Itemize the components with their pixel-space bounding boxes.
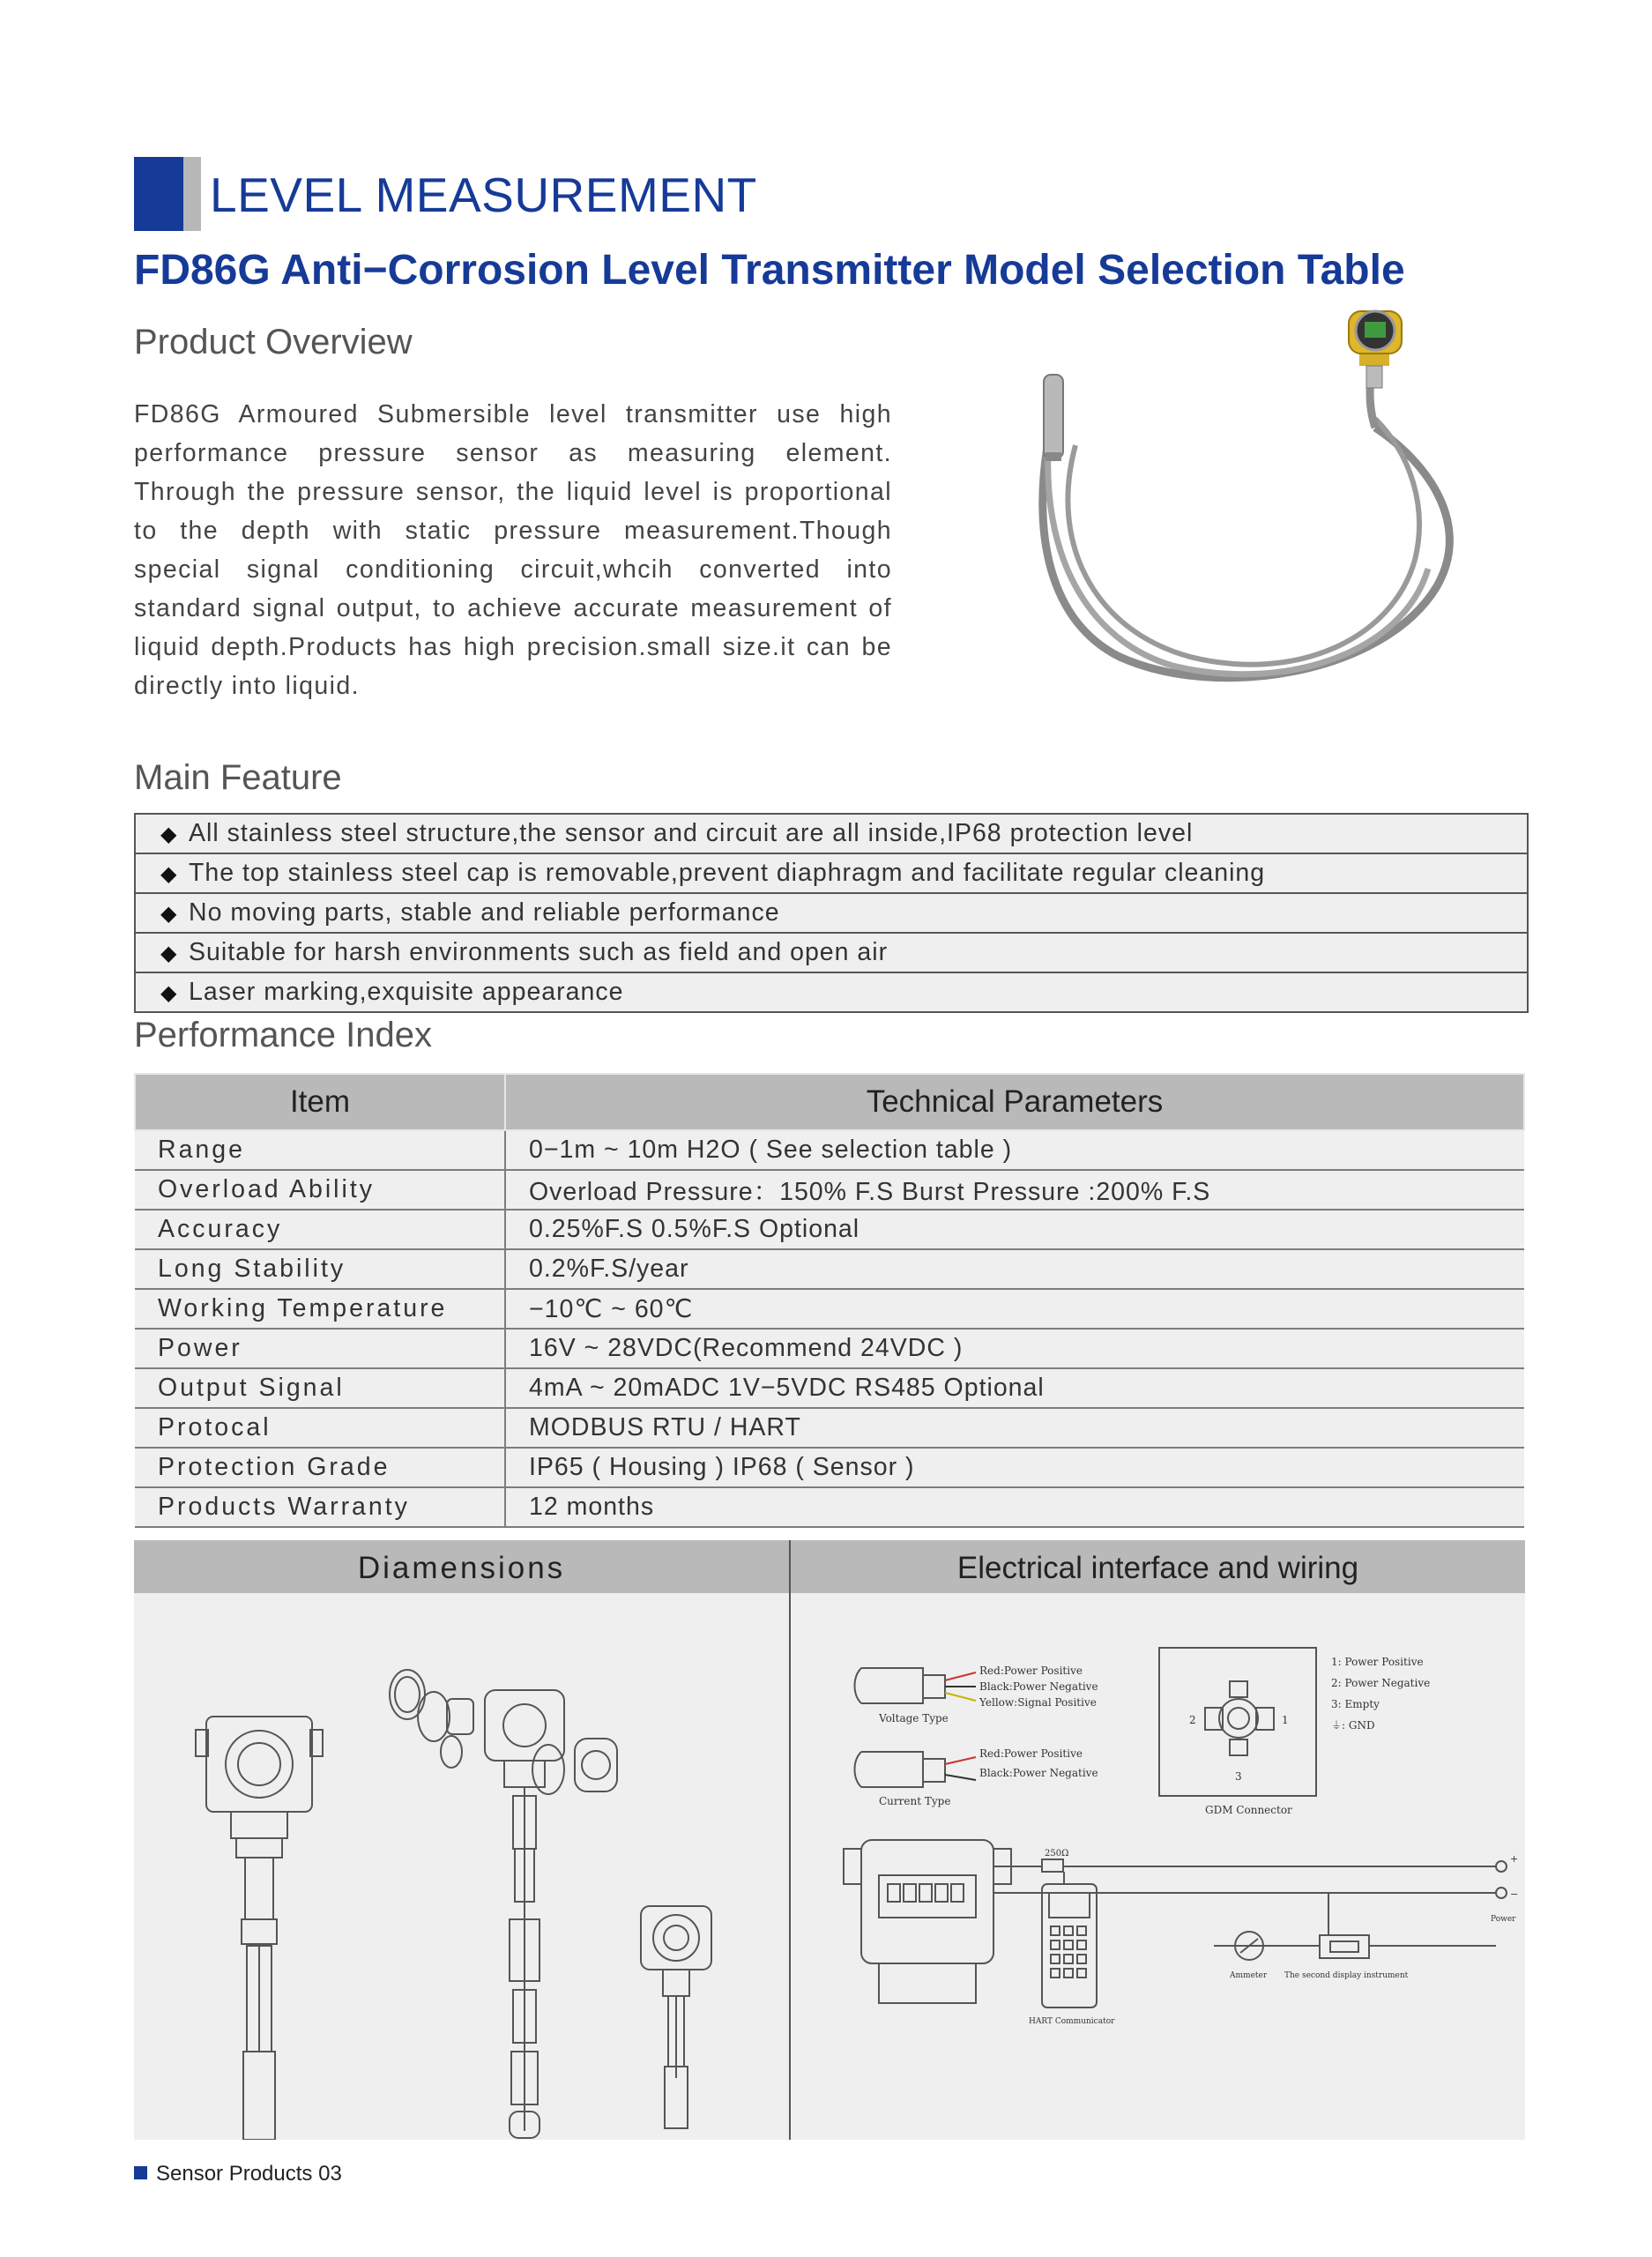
- row-value: 12 months: [505, 1487, 1524, 1527]
- pin-label: 1: Power Positive: [1331, 1656, 1424, 1668]
- product-photo: [1014, 304, 1481, 701]
- features-heading: Main Feature: [134, 758, 342, 797]
- row-value: IP65 ( Housing ) IP68 ( Sensor ): [505, 1448, 1524, 1487]
- voltage-type-label: Voltage Type: [879, 1712, 949, 1724]
- page-subtitle: FD86G Anti−Corrosion Level Transmitter Model Selection Table: [134, 247, 1405, 294]
- features-list: [134, 813, 1529, 1013]
- dimensions-heading: Diamensions: [134, 1540, 789, 1593]
- table-row: [135, 1368, 1524, 1408]
- column-header-item: Item: [135, 1074, 505, 1130]
- column-header-params: Technical Parameters: [505, 1074, 1524, 1130]
- plus-sign: +: [1510, 1853, 1519, 1865]
- minus-sign: −: [1510, 1888, 1519, 1900]
- diamond-bullet-icon: ◆: [160, 902, 178, 926]
- list-item: ◆ The top stainless steel cap is removable,prevent diaphragm and facilitate regular cleaning: [136, 853, 1527, 892]
- overview-text: FD86G Armoured Submersible level transmitter use high performance pressure sensor as measuring element. Through the pressure sensor, the liquid level is proportional to the depth with static pressure measurement.Though special signal conditioning circuit,whcih converted into standard signal output, to achieve accurate measurement of liquid depth.Products has high precision.small size.it can be directly into liquid.: [134, 400, 892, 700]
- row-value: 0.25%F.S 0.5%F.S Optional: [505, 1210, 1524, 1249]
- current-type-label: Current Type: [879, 1795, 951, 1807]
- row-item: Output Signal: [135, 1368, 505, 1408]
- row-value: 0.2%F.S/year: [505, 1249, 1524, 1289]
- row-value: 0−1m ~ 10m H2O ( See selection table ): [505, 1130, 1524, 1170]
- wiring-diagram: [791, 1593, 1525, 2140]
- table-row: [135, 1487, 1524, 1527]
- overview-heading: Product Overview: [134, 323, 413, 361]
- row-value: MODBUS RTU / HART: [505, 1408, 1524, 1448]
- row-item: Protocal: [135, 1408, 505, 1448]
- pin-number: 1: [1282, 1714, 1289, 1726]
- dimensions-drawing: [134, 1593, 789, 2140]
- page-footer: Sensor Products 03: [134, 2162, 342, 2186]
- pin-label: 3: Empty: [1331, 1698, 1380, 1710]
- second-display-label: The second display instrument: [1284, 1971, 1409, 1980]
- list-item: ◆ All stainless steel structure,the sensor and circuit are all inside,IP68 protection level: [136, 815, 1527, 853]
- section-title: LEVEL MEASUREMENT: [210, 168, 757, 222]
- row-value: −10℃ ~ 60℃: [505, 1289, 1524, 1329]
- table-row: [135, 1448, 1524, 1487]
- table-row: [135, 1329, 1524, 1368]
- table-row: [135, 1210, 1524, 1249]
- diamond-bullet-icon: ◆: [160, 942, 178, 965]
- pin-label: 2: Power Negative: [1331, 1677, 1431, 1689]
- hart-communicator-label: HART Communicator: [1029, 2017, 1115, 2026]
- wire-label: Red:Power Positive: [979, 1747, 1083, 1760]
- row-item: Working Temperature: [135, 1289, 505, 1329]
- performance-heading: Performance Index: [134, 1016, 432, 1054]
- list-item: ◆ Laser marking,exquisite appearance: [136, 972, 1527, 1011]
- wire-label: Black:Power Negative: [979, 1680, 1098, 1693]
- wire-label: Yellow:Signal Positive: [979, 1696, 1097, 1709]
- ammeter-label: Ammeter: [1230, 1971, 1268, 1980]
- diamond-bullet-icon: ◆: [160, 981, 178, 1005]
- table-row: [135, 1289, 1524, 1329]
- row-value: 16V ~ 28VDC(Recommend 24VDC ): [505, 1329, 1524, 1368]
- square-bullet-icon: [134, 2166, 147, 2179]
- table-row: [135, 1170, 1524, 1210]
- list-item: ◆ Suitable for harsh environments such as field and open air: [136, 932, 1527, 972]
- pin-number: 3: [1235, 1770, 1242, 1783]
- power-label: Power: [1491, 1915, 1516, 1924]
- table-row: [135, 1249, 1524, 1289]
- list-item: ◆ No moving parts, stable and reliable performance: [136, 892, 1527, 932]
- row-item: Range: [135, 1130, 505, 1170]
- row-item: Overload Ability: [135, 1170, 505, 1210]
- performance-table: [134, 1073, 1525, 1528]
- gdm-connector-label: GDM Connector: [1205, 1804, 1292, 1816]
- row-item: Long Stability: [135, 1249, 505, 1289]
- title-accent-bar: [134, 157, 201, 231]
- row-item: Protection Grade: [135, 1448, 505, 1487]
- drawings-panel: [134, 1540, 1525, 2140]
- pin-label: ⏚: GND: [1331, 1719, 1375, 1732]
- row-value: 4mA ~ 20mADC 1V−5VDC RS485 Optional: [505, 1368, 1524, 1408]
- row-item: Accuracy: [135, 1210, 505, 1249]
- row-value: Overload Pressure：150% F.S Burst Pressure :200% F.S: [505, 1170, 1524, 1210]
- wiring-heading: Electrical interface and wiring: [791, 1540, 1525, 1593]
- pin-number: 2: [1189, 1714, 1196, 1726]
- table-row: [135, 1130, 1524, 1170]
- row-item: Products Warranty: [135, 1487, 505, 1527]
- diamond-bullet-icon: ◆: [160, 862, 178, 886]
- resistor-label: 250Ω: [1045, 1849, 1069, 1858]
- diamond-bullet-icon: ◆: [160, 823, 178, 846]
- table-row: [135, 1408, 1524, 1448]
- wire-label: Black:Power Negative: [979, 1767, 1098, 1779]
- wire-label: Red:Power Positive: [979, 1665, 1083, 1677]
- row-item: Power: [135, 1329, 505, 1368]
